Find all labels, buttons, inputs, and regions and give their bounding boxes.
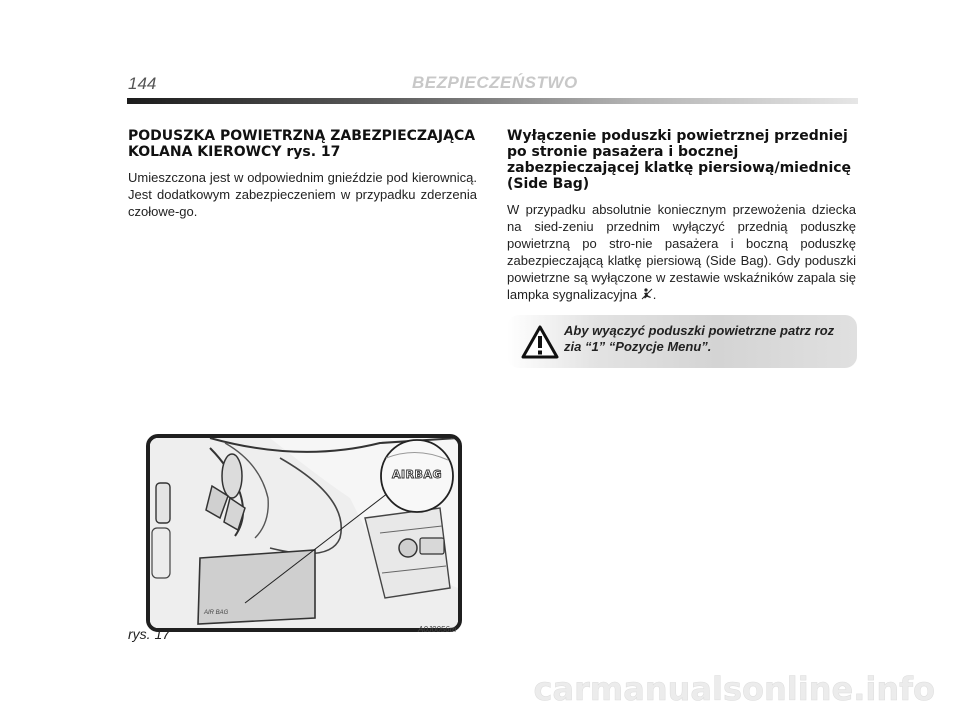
figure-illustration [146,434,462,632]
right-column [507,128,856,303]
knee-airbag-heading: PODUSZKA POWIETRZNĄ ZABEZPIECZAJĄCA KOLANA KIEROWCY rys. 17 [128,128,476,160]
warning-triangle-icon [521,325,559,359]
figure-panel-label: AIR BAG [204,610,229,616]
left-column [128,128,477,220]
airbag-deactivation-heading: Wyłączenie poduszki powietrznej przedniej po stronie pasażera i bocznej zabezpieczającej klatkę piersiową/miednicę (Side Bag) [507,128,852,192]
figure-callout-label: AIRBAG [391,468,443,481]
header-rule [127,98,858,104]
figure-caption: rys. 17 [128,626,171,642]
warning-box [507,315,857,368]
running-head: BEZPIECZEŃSTWO [412,73,578,92]
figure-code: A0J0056m [418,625,457,634]
airbag-deactivation-paragraph [507,201,856,303]
page-number: 144 [128,74,157,93]
airbag-deactivation-end: . [652,287,657,302]
knee-airbag-paragraph: Umieszczona jest w odpowiednim gnieździe pod kierownicą. Jest dodatkowym zabezpieczeniem w przypadku zderzenia czołowe-go. [128,170,477,219]
watermark-text: carmanualsonline.info [533,670,935,708]
airbag-deactivation-text: W przypadku absolutnie koniecznym przewożenia dziecka na sied-zeniu przednim wyłączyć przednią poduszkę powietrzną po stro-nie pasażera i boczną poduszkę zabezpieczającą klatkę piersiową (Side Bag). Gdy poduszki powietrzne są wyłączone w zestawie wskaźników zapala się lampka sygnalizacyjna [507,202,856,302]
warning-text: Aby wyączyć poduszki powietrzne patrz roz zia “1” “Pozycje Menu”. [564,323,835,354]
airbag-off-indicator-icon [641,287,653,302]
